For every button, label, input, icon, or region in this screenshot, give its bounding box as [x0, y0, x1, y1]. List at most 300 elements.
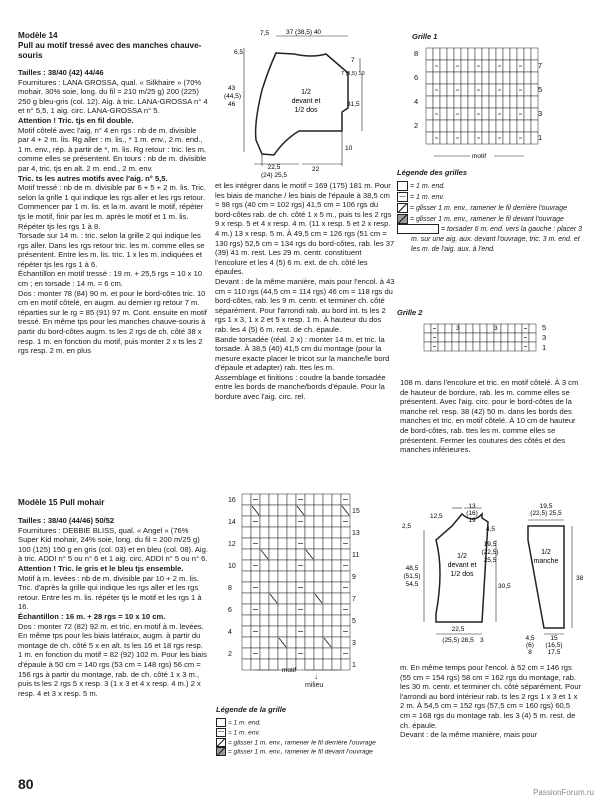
grid-cell [242, 494, 251, 505]
grid-cell [332, 582, 341, 593]
grid-cell [447, 96, 454, 108]
grid-cell [468, 120, 475, 132]
grid-cell [468, 132, 475, 144]
grid-cell [508, 342, 515, 351]
grid-cell [305, 516, 314, 527]
grid-cell [260, 637, 269, 648]
grid-cell [251, 527, 260, 538]
grid-cell [440, 132, 447, 144]
model15-grid [228, 492, 393, 678]
grid-cell [489, 60, 496, 72]
grid-cell [323, 648, 332, 659]
grid-cell [466, 324, 473, 333]
grille2-label-5: 5 [542, 323, 547, 332]
grid-cell [269, 494, 278, 505]
grid-cell [503, 84, 510, 96]
grid-cell [314, 648, 323, 659]
grille1-label-6: 6 [414, 73, 419, 82]
grid-cell [341, 593, 350, 604]
grid-cell [433, 120, 440, 132]
grid-cell [440, 48, 447, 60]
grid-cell [305, 560, 314, 571]
grid-cell [468, 108, 475, 120]
model14-motif-tresse: Motif tressé : nb de m. divisible par 6 + 5 + 2 m. lis. Tric. selon la grille 1 qui indique les rgs aller et les rgs retour. Commencer par 1 m. lis. et la m. avant le motif, répéter tjs le motif, finir par les m. après le motif et 1 m. lis. Répéter tjs les rgs 1 à 8. [18, 183, 206, 231]
grid-cell [341, 637, 350, 648]
grid-cell [524, 132, 531, 144]
grid-cell [473, 324, 480, 333]
legende-symbol-slip-back [397, 203, 408, 213]
grid-cell [269, 582, 278, 593]
grid-cell [287, 527, 296, 538]
grid-cell [260, 604, 269, 615]
grid-cell [323, 659, 332, 670]
grid-cell [242, 582, 251, 593]
legende-symbol-knit [397, 181, 408, 191]
legend15-title: Légende de la grille [216, 705, 287, 714]
grid-cell [489, 108, 496, 120]
grid-cell [510, 60, 517, 72]
grid15-label-16: 16 [228, 497, 236, 504]
grid-cell [440, 108, 447, 120]
grid-cell [452, 342, 459, 351]
model15-dos: Dos : monter 72 (82) 92 m. et tric. en motif à m. levées. En même tps pour les biais latéraux, augm. à partir du montage de ch. côté 5 x en alt. ts les 16 et 18 rgs resp. 1 m. en fonction du motif = 82 (92) 102 m. Pour les biais d'épaule à 50 cm = 140 rgs (53 cm = 148 rgs) 56 cm = 156 rgs à partir du montage, rab. de ch. côté 1 x 3 m., puis ts les 2 rgs 5 x resp. 3 (1 x 3 et 4 x resp. 4 m.) 2 x resp. 4 et 3 x resp. 5 m. [18, 621, 207, 698]
grid15-label-4: 4 [228, 629, 232, 636]
d15-neck-b: 4,5 [486, 526, 496, 533]
grid-cell [426, 72, 433, 84]
grid15-label-9: 9 [352, 574, 356, 581]
grid-cell [508, 333, 515, 342]
grid-cell [260, 571, 269, 582]
column-2 [215, 181, 395, 402]
grid-cell [459, 324, 466, 333]
grid-cell [341, 659, 350, 670]
grid-cell [510, 96, 517, 108]
grid-cell [332, 659, 341, 670]
grid-cell [287, 571, 296, 582]
model14-title: Modèle 14 [18, 31, 58, 40]
grid-cell [433, 48, 440, 60]
grid-cell [269, 637, 278, 648]
grid-cell [287, 516, 296, 527]
grid-cell [524, 96, 531, 108]
grid-cell [278, 527, 287, 538]
model15-col3-bottom: m. En même temps pour l'encol. à 52 cm = 146 rgs (55 cm = 154 rgs) 58 cm = 162 rgs du montage, rab. les 30 m. centr. et terminer ch. côté séparément. Pour l'arrondi au bord intérieur rab. ts les 2 rgs 1 x 3 et 1 x 2 m. À 54,5 cm = 152 rgs (57,5 cm = 160 rgs) 60,5 cm = 168 rgs du montage rab. les 3 (4) 5 m. rest. de ch. épaule. [400, 663, 582, 730]
grid-cell [305, 505, 314, 516]
grid-cell [287, 582, 296, 593]
grid-cell [260, 626, 269, 637]
grid-cell [503, 96, 510, 108]
grid-cell [524, 60, 531, 72]
grid-cell [269, 615, 278, 626]
grid-cell [323, 560, 332, 571]
grille1-motif: motif [472, 153, 487, 160]
sleeve15-bottom-b: 17,5 [547, 649, 561, 656]
sleeve15-label: 1/2 manche [533, 549, 559, 565]
sleeve15-bottom: 15 (16,5) [545, 635, 563, 649]
grid-cell [517, 120, 524, 132]
grille1-title: Grille 1 [412, 32, 438, 41]
legend15-symbol-slip-back [216, 738, 226, 747]
grid-cell [482, 108, 489, 120]
model14-fournitures: Fournitures : LANA GROSSA, qual. « Silkhaire » (70% mohair, 30% soie, long. du fil = 210 m/25 g) 200 (225) 250 g bleu-gris (col. 12). Aig. à tric. LANA-GROSSA n° 4 et n° 5,5, 1 aig. circ. LANA-GROSSA n° 5. [18, 77, 208, 116]
grid-cell [424, 342, 431, 351]
model15-motif-levees: Motif à m. levées : nb de m. divisible par 10 + 2 m. lis. Tric. d'après la grille qui indique les rgs aller et les rgs retour. Entre les m. lis. répéter tjs le motif et les rgs 1 à 16. [18, 573, 202, 612]
grid-cell [503, 108, 510, 120]
grid15-label-14: 14 [228, 519, 236, 526]
grid-cell [332, 527, 341, 538]
grid-cell [314, 549, 323, 560]
grid-cell [461, 72, 468, 84]
model14-schematic [214, 28, 374, 178]
grid-cell [332, 516, 341, 527]
grid15-milieu-arrow: ↓ [314, 672, 318, 681]
grid-cell [510, 132, 517, 144]
grid-cell [475, 72, 482, 84]
grid-cell [496, 120, 503, 132]
model15-devant: Devant : de la même manière, mais pour [400, 730, 538, 740]
grid-cell [305, 637, 314, 648]
grid-cell [242, 604, 251, 615]
grille1-chart [412, 44, 562, 162]
grid-cell [287, 626, 296, 637]
grid-cell [487, 342, 494, 351]
grid-cell [426, 84, 433, 96]
grid-cell [305, 615, 314, 626]
grid-cell [426, 108, 433, 120]
legende-grilles [397, 168, 587, 255]
grid15-label-6: 6 [228, 607, 232, 614]
grid-cell [461, 60, 468, 72]
grid-cell [531, 48, 538, 60]
grid-cell [438, 333, 445, 342]
grid-cell [454, 96, 461, 108]
grille1-label-1: 1 [538, 133, 543, 142]
grid-cell [332, 571, 341, 582]
model14-torsade: Torsade sur 14 m. : tric. selon la grille 2 qui indique les rgs aller. Dans les rgs retour tric. les m. comme elles se présentent. Entre les m. lis. tric. 1 x les m. indiquées et répéter tjs les rgs 1 à 6. [18, 231, 205, 269]
grid-cell [501, 324, 508, 333]
grid-cell [475, 48, 482, 60]
grid-cell [260, 593, 269, 604]
grid-cell [242, 560, 251, 571]
grid-cell [260, 516, 269, 527]
grid-cell [269, 505, 278, 516]
legende-symbol-cable [397, 224, 439, 234]
grid-cell [529, 342, 536, 351]
grille2-title: Grille 2 [397, 308, 423, 317]
model14-col2-top: et les intégrer dans le motif = 169 (175) 181 m. Pour les biais de manche / les biais de l'épaule à 38,5 cm = 98 rgs (40 cm = 102 rgs) 41,5 cm = 106 rgs du bord-côtes rab. de ch. côté 1 x 5 m., puis ts les 2 rgs 9 x resp. 5 et 4 x resp. 4 m. (11 x resp. 5 et 2 x resp. 4 m.) 13 x resp. 5 m. À 49,5 cm = 126 rgs (51 cm = 130 rgs) 52,5 cm = 134 rgs du bord-côtes, rab. les 37 (39) 41 m. rest. Les 29 m. centr. constituent l'encolure et les 4 (5) 6 m. ext. de ch. côté les épaules. [215, 181, 395, 277]
d14-height: 43 (44,5) 46 [224, 85, 241, 108]
grid-cell [496, 96, 503, 108]
grid-cell [524, 120, 531, 132]
grid-cell [242, 527, 251, 538]
grid-cell [323, 494, 332, 505]
grid-cell [531, 96, 538, 108]
grid15-label-11: 11 [352, 552, 360, 559]
grid-cell [242, 659, 251, 670]
grid-cell [278, 626, 287, 637]
grid-cell [305, 626, 314, 637]
grid-cell [503, 120, 510, 132]
grid15-label-15: 15 [352, 508, 360, 515]
grid-cell [269, 571, 278, 582]
grille1-label-7: 7 [538, 61, 543, 70]
grid-cell [531, 72, 538, 84]
grid-cell [531, 108, 538, 120]
grid-cell [314, 582, 323, 593]
d15-top-b: 13 (16) 19 [466, 503, 478, 524]
grid-cell [489, 48, 496, 60]
grille2-label-3: 3 [542, 333, 547, 342]
grid-cell [489, 96, 496, 108]
grid-cell [482, 84, 489, 96]
legend15-item-2: — = 1 m. env. [218, 728, 261, 736]
grid-cell [459, 342, 466, 351]
grid-cell [314, 615, 323, 626]
grid-cell [482, 48, 489, 60]
grid-cell [278, 516, 287, 527]
grid-cell [496, 48, 503, 60]
legend15-item-1: = 1 m. end. [216, 718, 406, 728]
grid-cell [468, 96, 475, 108]
model15-title: Modèle 15 Pull mohair [18, 498, 105, 507]
grid-cell [260, 505, 269, 516]
grid-cell [466, 333, 473, 342]
d14-neck: 6,5 [234, 49, 244, 56]
column-3-bottom [400, 663, 582, 740]
grid-cell [269, 648, 278, 659]
grille1-label-4: 4 [414, 97, 419, 106]
grid-cell [494, 333, 501, 342]
grid-cell [496, 72, 503, 84]
grid-cell [480, 333, 487, 342]
grid-cell [242, 637, 251, 648]
grid-cell [314, 659, 323, 670]
grid-cell [510, 84, 517, 96]
d14-top: 37 (38,5) 40 [286, 29, 322, 36]
grid15-label-7: 7 [352, 596, 356, 603]
grid-cell [454, 120, 461, 132]
grid-cell [242, 626, 251, 637]
d15-label: 1/2 devant et 1/2 dos [447, 553, 477, 578]
model14-tric-autres: Tric. ts les autres motifs avec l'aig. n° 5,5. [18, 173, 168, 183]
grid-cell [503, 48, 510, 60]
grid-cell [305, 582, 314, 593]
d15-bottom-b: 3 [480, 637, 484, 644]
d15-shoulder: 19,5 (22,5) 25,5 [481, 541, 499, 564]
grid-cell [482, 60, 489, 72]
grid-cell [314, 494, 323, 505]
grid-cell [296, 593, 305, 604]
sleeve15-height: 38 [576, 575, 584, 582]
grid-cell [287, 549, 296, 560]
column-1 [18, 31, 208, 356]
model14-bande: Bande torsadée (réal. 2 x) : monter 14 m. et tric. la torsade. À 38,5 (40) 41,5 cm du montage (pour la mesure exacte placer le tricot sur la manche/le bord d'épaule et adapter) rab. ttes les m. [215, 334, 390, 373]
grid-cell [323, 538, 332, 549]
grid-cell [501, 342, 508, 351]
grid-cell [296, 659, 305, 670]
grid-cell [332, 560, 341, 571]
legende-symbol-purl: — [397, 192, 408, 202]
grid-cell [260, 648, 269, 659]
legende-symbol-slip-front [397, 214, 408, 224]
grid-cell [447, 132, 454, 144]
grid-cell [278, 505, 287, 516]
model15-echantillon: Échantillon : 16 m. + 28 rgs = 10 x 10 cm. [18, 611, 166, 621]
grid-cell [305, 593, 314, 604]
grid-cell [487, 333, 494, 342]
grid-cell [332, 549, 341, 560]
grid-cell [524, 84, 531, 96]
grid-cell [314, 560, 323, 571]
grid-cell [242, 505, 251, 516]
grid-cell [323, 505, 332, 516]
grid-cell [287, 637, 296, 648]
grid-cell [445, 324, 452, 333]
grid-cell [515, 333, 522, 342]
legende-item-2: — = 1 m. env. [397, 192, 587, 203]
grid-cell [278, 593, 287, 604]
grid-cell [341, 527, 350, 538]
grid-cell [510, 48, 517, 60]
grid-cell [251, 571, 260, 582]
grid-cell [323, 527, 332, 538]
legende-item-5: = torsader 6 m. end. vers la gauche : placer 3 m. sur une aig. aux. devant l'ouvrage, tric. 3 m. end. et les m. de l'aig. aux. à l'end. [397, 224, 587, 255]
d15-neck: 2,5 [402, 523, 412, 530]
grid-cell [438, 342, 445, 351]
grid-cell [323, 516, 332, 527]
grid-cell [489, 84, 496, 96]
grid-cell [503, 132, 510, 144]
legende-grilles-title: Légende des grilles [397, 168, 468, 177]
grid-cell [489, 120, 496, 132]
grid-cell [440, 60, 447, 72]
model14-dos: Dos : monter 78 (84) 90 m. et pour le bord-côtes tric. 10 cm en motif côtelé, en augm. au dernier rg retour 7 m. réparties sur le rg = 85 (91) 97 m. Cont. ensuite en motif tressé. En même tps pour les manches chauve-souris à partir du bord-côtes augm. ts les 2 rgs de ch. côté 38 x resp. 1 m. en fonction du motif, puis monter 2 x ts les 2 rgs resp. 2 m. en plus [18, 288, 207, 356]
grid-cell [314, 527, 323, 538]
grid-cell [314, 626, 323, 637]
model15-fournitures: Fournitures : DEBBIE BLISS, qual. « Angel » (76% Super Kid mohair, 24% soie, long. du fil = 200 m/25 g) 100 (125) 150 g en gris (col. 03) et en bleu (col. 08). Aig. à tric. ADDI n° 5 ou n° 6 et 1 aig. circ. ADDI n° 5 ou n° 6. [18, 525, 208, 564]
d15-height: 48,5 (51,5) 54,5 [403, 565, 421, 588]
grid-cell [323, 549, 332, 560]
grid-cell [482, 96, 489, 108]
grid-cell [461, 48, 468, 60]
grid15-milieu: milieu [305, 682, 324, 689]
grid-cell [251, 593, 260, 604]
grid-cell [440, 72, 447, 84]
grid-cell [305, 494, 314, 505]
grid-cell [508, 324, 515, 333]
d14-right-7: 7 [351, 57, 355, 64]
grid-cell [482, 72, 489, 84]
grid-cell [475, 120, 482, 132]
sleeve15-top: 19,5 (22,5) 25,5 [530, 503, 562, 517]
legende-item-4: = glisser 1 m. env., ramener le fil devant l'ouvrage [397, 214, 587, 225]
grid-cell [242, 538, 251, 549]
d14-left-top: 7,5 [260, 30, 270, 37]
grid-cell [242, 516, 251, 527]
grid-cell [269, 604, 278, 615]
d15-bottom: 22,5 (25,5) 28,5 [442, 626, 474, 644]
model14-assemblage: Assemblage et finitions : coudre la bande torsadée entre les bords de manche/bords d'épaule. Pour la bordure avec l'aig. circ. rel. [215, 372, 386, 402]
grid-cell [287, 593, 296, 604]
grid-cell [251, 615, 260, 626]
grid-cell [314, 505, 323, 516]
grid-cell [489, 72, 496, 84]
grid15-label-10: 10 [228, 563, 236, 570]
grid-cell [269, 626, 278, 637]
grid-cell [424, 333, 431, 342]
grid-cell [332, 494, 341, 505]
grid-cell [305, 527, 314, 538]
grid-cell [314, 516, 323, 527]
grid-cell [447, 60, 454, 72]
grid-cell [278, 648, 287, 659]
grid-cell [296, 571, 305, 582]
grid15-label-8: 8 [228, 585, 232, 592]
grid-cell [529, 333, 536, 342]
grid-cell [517, 48, 524, 60]
grid-cell [468, 84, 475, 96]
grid-cell [515, 342, 522, 351]
d15-side: 30,5 [498, 583, 511, 590]
grid-cell [447, 48, 454, 60]
grid-cell [287, 505, 296, 516]
grid-cell [426, 48, 433, 60]
watermark: PassionForum.ru [533, 788, 594, 797]
grid-cell [524, 48, 531, 60]
grid15-label-3: 3 [352, 640, 356, 647]
grid-cell [332, 604, 341, 615]
grid-cell [269, 527, 278, 538]
grid-cell [314, 538, 323, 549]
grid-cell [447, 120, 454, 132]
grid-cell [332, 615, 341, 626]
grid-cell [287, 648, 296, 659]
grid-cell [494, 342, 501, 351]
grille1-label-3: 3 [538, 109, 543, 118]
grid-cell [452, 333, 459, 342]
grid-cell [480, 324, 487, 333]
grid-cell [473, 333, 480, 342]
grid-cell [278, 494, 287, 505]
grid-cell [454, 48, 461, 60]
grid-cell [475, 96, 482, 108]
grid-cell [461, 108, 468, 120]
legend15-symbol-purl: — [218, 728, 224, 735]
grid-cell [461, 96, 468, 108]
grid-cell [517, 72, 524, 84]
grid-cell [269, 538, 278, 549]
grid-cell [426, 96, 433, 108]
grid-cell [323, 604, 332, 615]
legende-item-1: = 1 m. end. [397, 181, 587, 192]
grid-cell [260, 582, 269, 593]
grid-cell [531, 120, 538, 132]
grid-cell [515, 324, 522, 333]
grid-cell [459, 333, 466, 342]
grid-cell [433, 96, 440, 108]
grid-cell [296, 527, 305, 538]
model15-tailles: Tailles : 38/40 (44/46) 50/52 [18, 516, 115, 525]
grid-cell [296, 615, 305, 626]
grid-cell [482, 120, 489, 132]
grid-cell [461, 120, 468, 132]
grid-cell [447, 84, 454, 96]
grid-cell [468, 60, 475, 72]
grid-cell [503, 72, 510, 84]
model15-attention: Attention ! Tric. le gris et le bleu tjs ensemble. [18, 563, 184, 573]
grid-cell [510, 108, 517, 120]
grille2-cells [424, 324, 536, 351]
